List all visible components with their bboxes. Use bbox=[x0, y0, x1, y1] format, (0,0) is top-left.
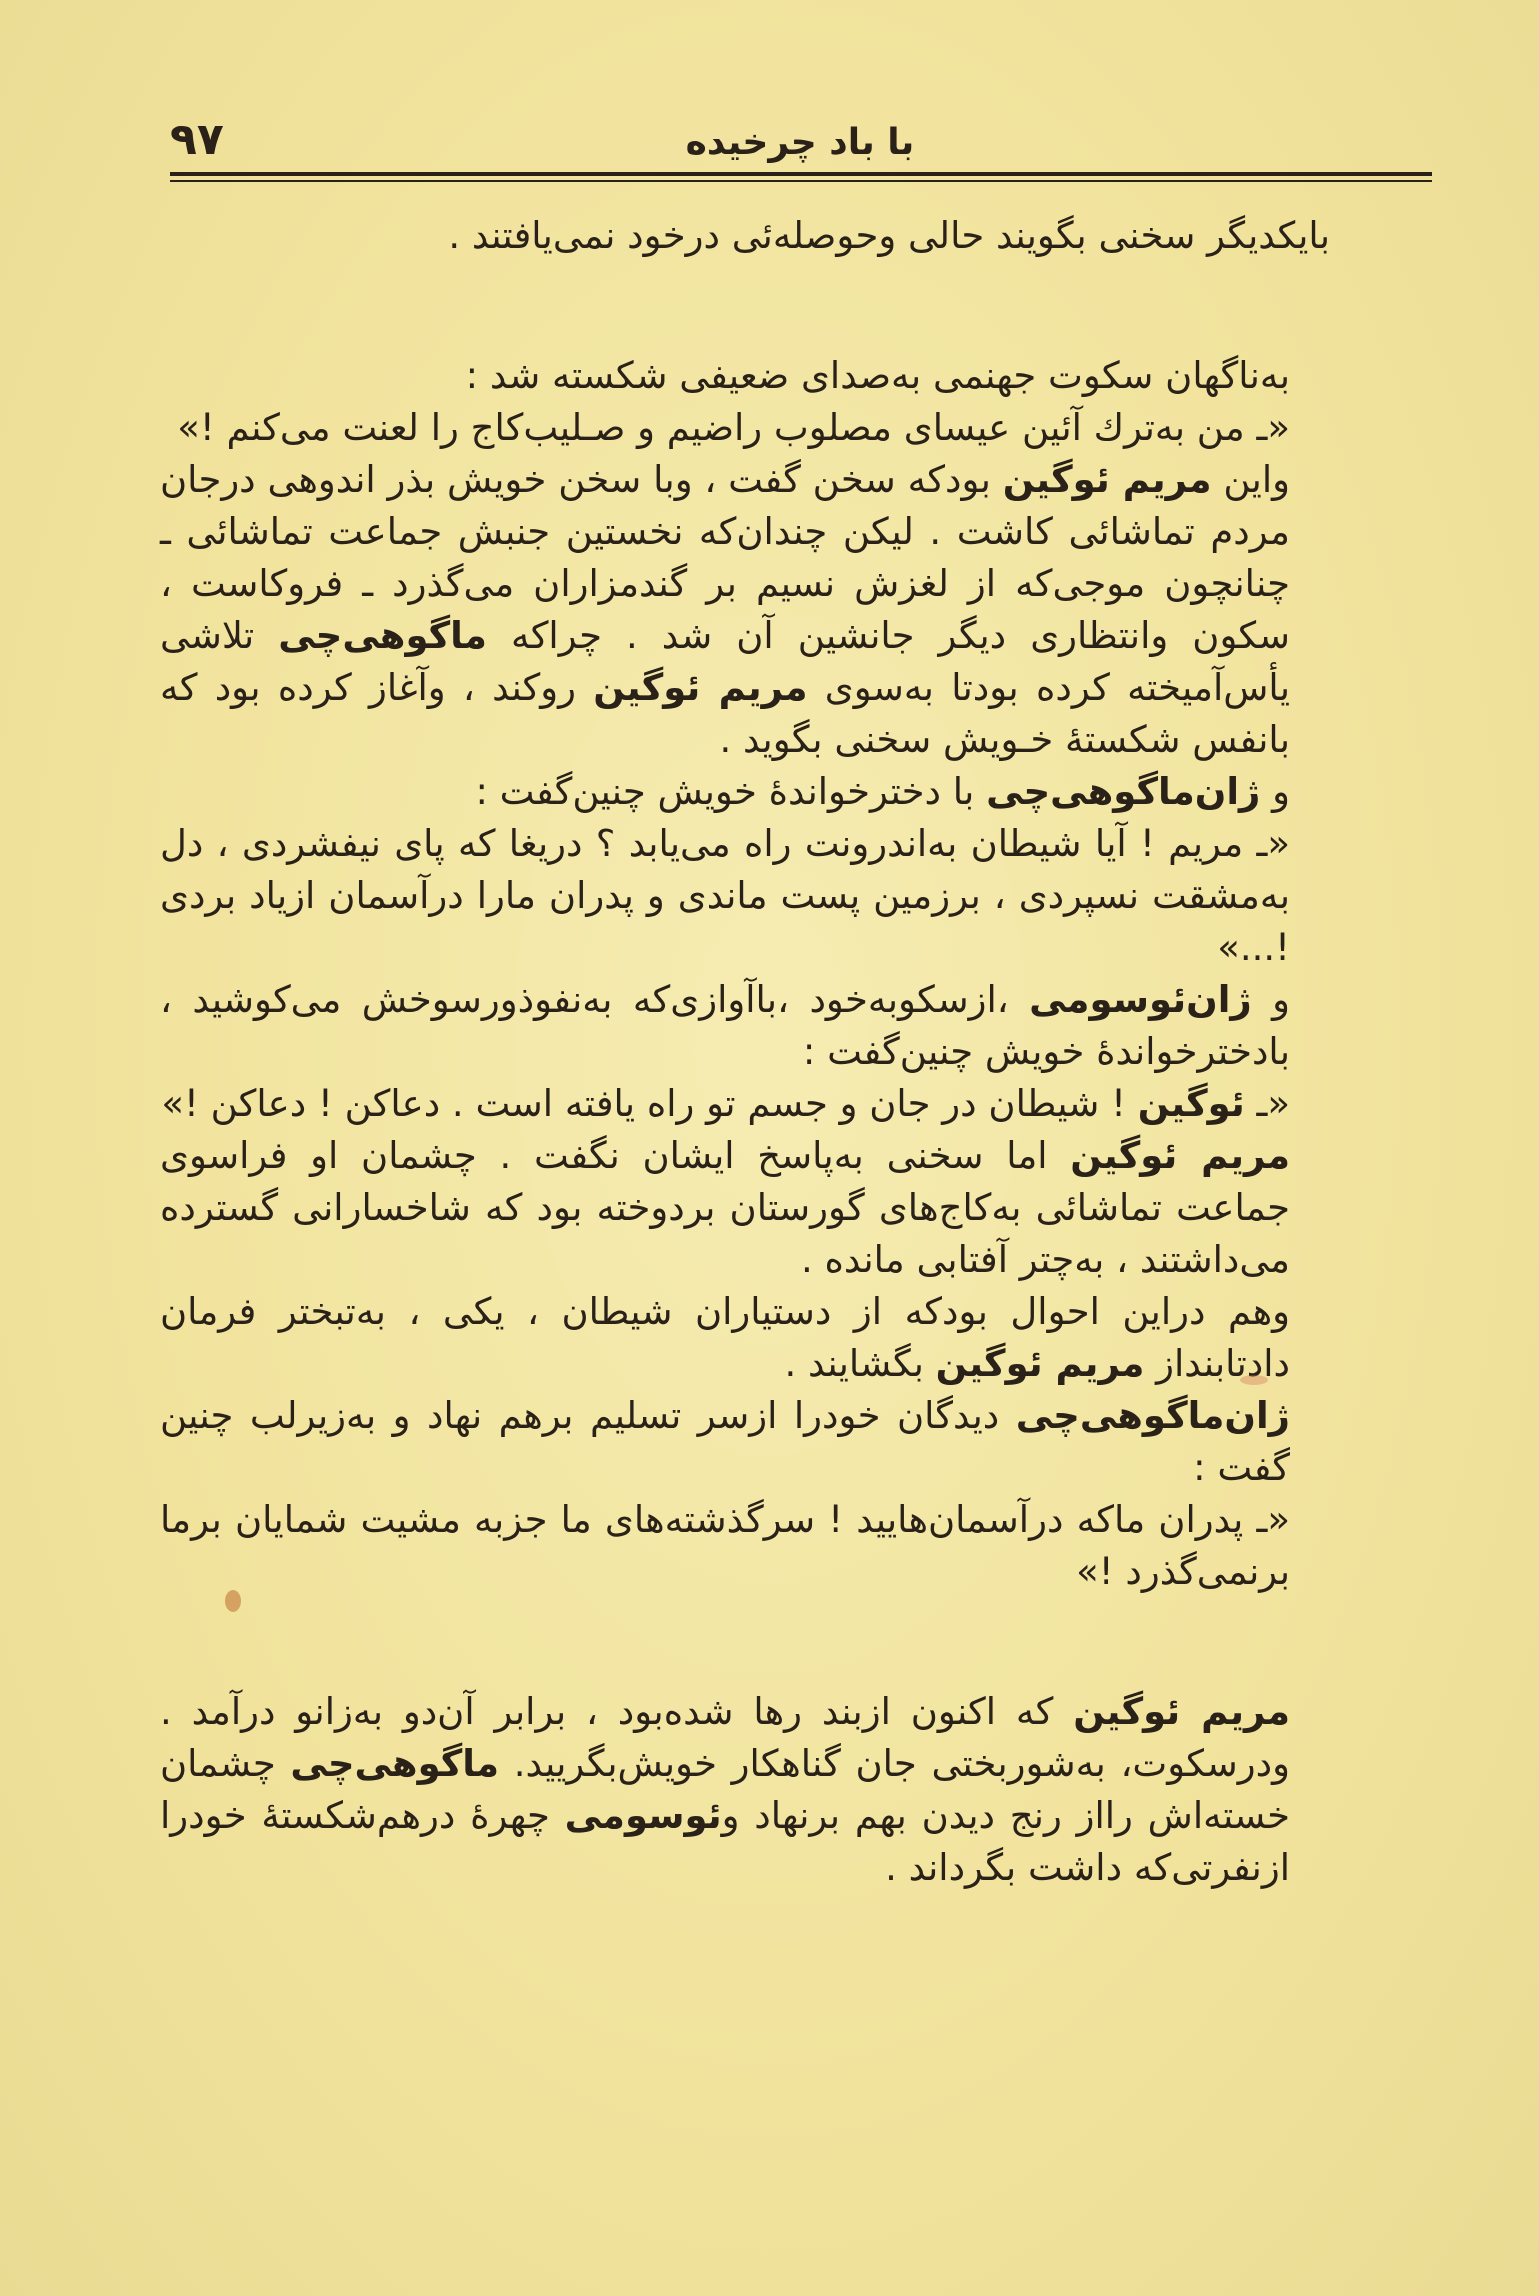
paragraph-13 bbox=[160, 1686, 1330, 1894]
text-run: که اکنون ازبند رها شده‌بود ، برابر آن‌دو به‌زانو درآمد . ودرسکوت، به‌شوربختی جان گناهکار خویش‌بگریید. bbox=[160, 1690, 1290, 1785]
text-run: ،ازسکوبه‌خود ،باآوازی‌که به‌نفوذورسوخش می‌کوشید ، بادخترخواندهٔ خویش چنین‌گفت : bbox=[160, 978, 1290, 1073]
character-name: مریم ئوگین bbox=[1002, 458, 1212, 501]
character-name: مریم ئوگین bbox=[935, 1342, 1145, 1385]
character-name: ژان‌ماگوهی‌چی bbox=[986, 770, 1261, 813]
paragraph-7 bbox=[160, 974, 1330, 1078]
character-name: ئوسومی bbox=[564, 1794, 722, 1837]
header-rule-thin bbox=[170, 180, 1432, 182]
body-text bbox=[160, 210, 1330, 1894]
text-run: واین bbox=[1211, 458, 1290, 501]
running-title: با باد چرخیده bbox=[685, 122, 915, 163]
text-run: تلاشی یأس‌آمیخته کرده بودتا به‌سوی bbox=[160, 614, 1290, 709]
paragraph-1: بایکدیگر سخنی بگویند حالی وحوصله‌ئی درخود نمی‌یافتند . bbox=[448, 214, 1330, 257]
character-name: ماگوهی‌چی bbox=[290, 1742, 500, 1785]
paragraph-12: «ـ پدران ماکه درآسمان‌هایید ! سرگذشته‌های ما جزبه مشیت شمایان برما برنمی‌گذرد !» bbox=[160, 1498, 1290, 1593]
character-name: ئوگین bbox=[1137, 1082, 1245, 1125]
page-number: ۹۷ bbox=[170, 114, 224, 165]
page-header bbox=[170, 110, 1430, 180]
text-run: چهرهٔ درهم‌شکستهٔ خودرا ازنفرتی‌که داشت بگرداند . bbox=[160, 1794, 1290, 1889]
text-run: بودکه سخن گفت ، وبا سخن خویش بذر اندوهی درجان مردم تماشائی کاشت . لیکن چندان‌که نخستین جنبش جماعت تماشائی ـ چنانچون موجی‌که از لغزش نسیم بر گندمزاران می‌گذرد ـ فروکاست ، سکون وانتظاری دیگر جانشین آن شد . چراکه bbox=[160, 458, 1290, 657]
paper-stain bbox=[225, 1590, 241, 1612]
text-run: و bbox=[1260, 770, 1290, 813]
text-run: با دخترخواندهٔ خویش چنین‌گفت : bbox=[475, 770, 987, 813]
paragraph-gap bbox=[160, 1598, 1330, 1686]
paragraph-9 bbox=[160, 1130, 1330, 1286]
character-name: ماگوهی‌چی bbox=[278, 614, 487, 657]
text-run: اما سخنی به‌پاسخ ایشان نگفت . چشمان او فراسوی جماعت تماشائی به‌کاج‌های گورستان بردوخته بود که شاخسارانی گسترده می‌داشتند ، به‌چتر آفتابی مانده . bbox=[160, 1134, 1290, 1281]
text-run: ! شیطان در جان و جسم تو راه یافته است . دعاکن ! دعاکن !» bbox=[161, 1082, 1138, 1125]
text-run: و bbox=[1251, 978, 1290, 1021]
paragraph-gap bbox=[160, 262, 1330, 350]
paragraph-3: «ـ من به‌ترك آئین عیسای مصلوب راضیم و صـلیب‌کاج را لعنت می‌کنم !» bbox=[177, 406, 1290, 449]
text-run: «ـ bbox=[1244, 1082, 1290, 1125]
character-name: مریم ئوگین bbox=[1073, 1690, 1290, 1733]
paragraph-8 bbox=[160, 1078, 1330, 1130]
paragraph-6: «ـ مریم ! آیا شیطان به‌اندرونت راه می‌یابد ؟ دریغا که پای نیفشردی ، دل به‌مشقت نسپردی ، برزمین پست ماندی و پدران مارا درآسمان ازیاد بردی !...» bbox=[160, 822, 1290, 969]
paragraph-10 bbox=[160, 1286, 1330, 1390]
paragraph-5 bbox=[160, 766, 1330, 818]
text-run: دیدگان خودرا ازسر تسلیم برهم نهاد و به‌زیرلب چنین گفت : bbox=[160, 1394, 1290, 1489]
text-run: چشمان خسته‌اش رااز رنج دیدن بهم برنهاد و bbox=[160, 1742, 1290, 1837]
text-run: وهم دراین احوال بودکه از دستیاران شیطان ، یکی ، به‌تبختر فرمان دادتابنداز bbox=[160, 1290, 1290, 1385]
paragraph-4 bbox=[160, 454, 1330, 766]
text-run: روکند ، وآغاز کرده بود که بانفس شکستهٔ خـویش سخنی بگوید . bbox=[160, 666, 1290, 761]
paper-stain bbox=[1240, 1375, 1268, 1385]
character-name: مریم ئوگین bbox=[1070, 1134, 1290, 1177]
character-name: ژان‌ئوسومی bbox=[1029, 978, 1252, 1021]
text-run: بگشایند . bbox=[784, 1342, 936, 1385]
paragraph-2: به‌ناگهان سکوت جهنمی به‌صدای ضعیفی شکسته شد : bbox=[465, 354, 1290, 397]
character-name: ژان‌ماگوهی‌چی bbox=[1015, 1394, 1290, 1437]
paragraph-11 bbox=[160, 1390, 1330, 1494]
header-rule-thick bbox=[170, 172, 1432, 176]
character-name: مریم ئوگین bbox=[593, 666, 808, 709]
